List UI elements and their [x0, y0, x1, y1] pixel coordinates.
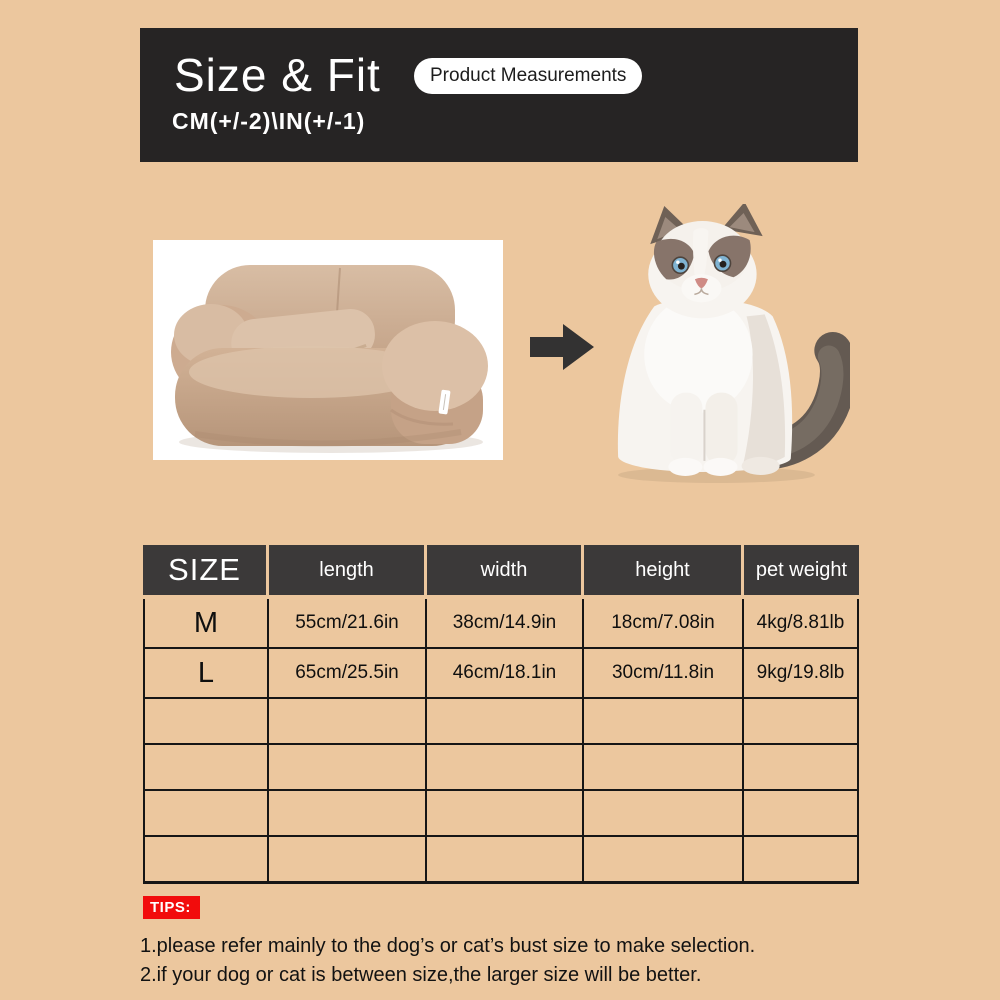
column-header-width: width	[427, 545, 584, 599]
tips-line-2: 2.if your dog or cat is between size,the larger size will be better.	[140, 964, 702, 986]
tips-line-1: 1.please refer mainly to the dog’s or cat’s bust size to make selection.	[140, 935, 756, 957]
empty-cell	[143, 837, 269, 884]
empty-cell	[584, 837, 744, 884]
empty-cell	[744, 699, 859, 745]
empty-cell	[269, 791, 427, 837]
column-header-length: length	[269, 545, 427, 599]
length-cell: 55cm/21.6in	[269, 599, 427, 649]
table-row-empty	[143, 837, 859, 884]
table-row-l	[143, 649, 859, 699]
empty-cell	[427, 745, 584, 791]
table-header-row	[143, 545, 859, 599]
table-row-empty	[143, 699, 859, 745]
empty-cell	[269, 837, 427, 884]
empty-cell	[269, 699, 427, 745]
empty-cell	[584, 791, 744, 837]
pet-weight-cell: 9kg/19.8lb	[744, 649, 859, 699]
table-row-empty	[143, 745, 859, 791]
size-cell: L	[143, 649, 269, 699]
sofa-illustration	[153, 240, 503, 460]
empty-cell	[143, 745, 269, 791]
empty-cell	[143, 699, 269, 745]
tips-list	[140, 932, 880, 990]
empty-cell	[143, 791, 269, 837]
table-row-m	[143, 599, 859, 649]
product-measurements-badge: Product Measurements	[414, 58, 642, 94]
empty-cell	[744, 837, 859, 884]
column-header-height: height	[584, 545, 744, 599]
arrow-right-icon	[529, 322, 597, 372]
cat-photo	[594, 204, 850, 485]
width-cell: 46cm/18.1in	[427, 649, 584, 699]
empty-cell	[584, 699, 744, 745]
column-header-size: SIZE	[143, 545, 269, 599]
tolerance-note: CM(+/-2)\IN(+/-1)	[172, 108, 366, 134]
empty-cell	[427, 699, 584, 745]
empty-cell	[744, 745, 859, 791]
height-cell: 30cm/11.8in	[584, 649, 744, 699]
empty-cell	[427, 791, 584, 837]
size-table	[143, 545, 859, 884]
size-cell: M	[143, 599, 269, 649]
pet-weight-cell: 4kg/8.81lb	[744, 599, 859, 649]
table-row-empty	[143, 791, 859, 837]
empty-cell	[269, 745, 427, 791]
length-cell: 65cm/25.5in	[269, 649, 427, 699]
sofa-product-photo	[153, 240, 503, 460]
width-cell: 38cm/14.9in	[427, 599, 584, 649]
header-banner	[140, 28, 858, 162]
height-cell: 18cm/7.08in	[584, 599, 744, 649]
tips-badge: TIPS:	[143, 896, 200, 919]
page-title: Size & Fit	[174, 49, 381, 101]
empty-cell	[427, 837, 584, 884]
empty-cell	[584, 745, 744, 791]
empty-cell	[744, 791, 859, 837]
column-header-pet-weight: pet weight	[744, 545, 859, 599]
